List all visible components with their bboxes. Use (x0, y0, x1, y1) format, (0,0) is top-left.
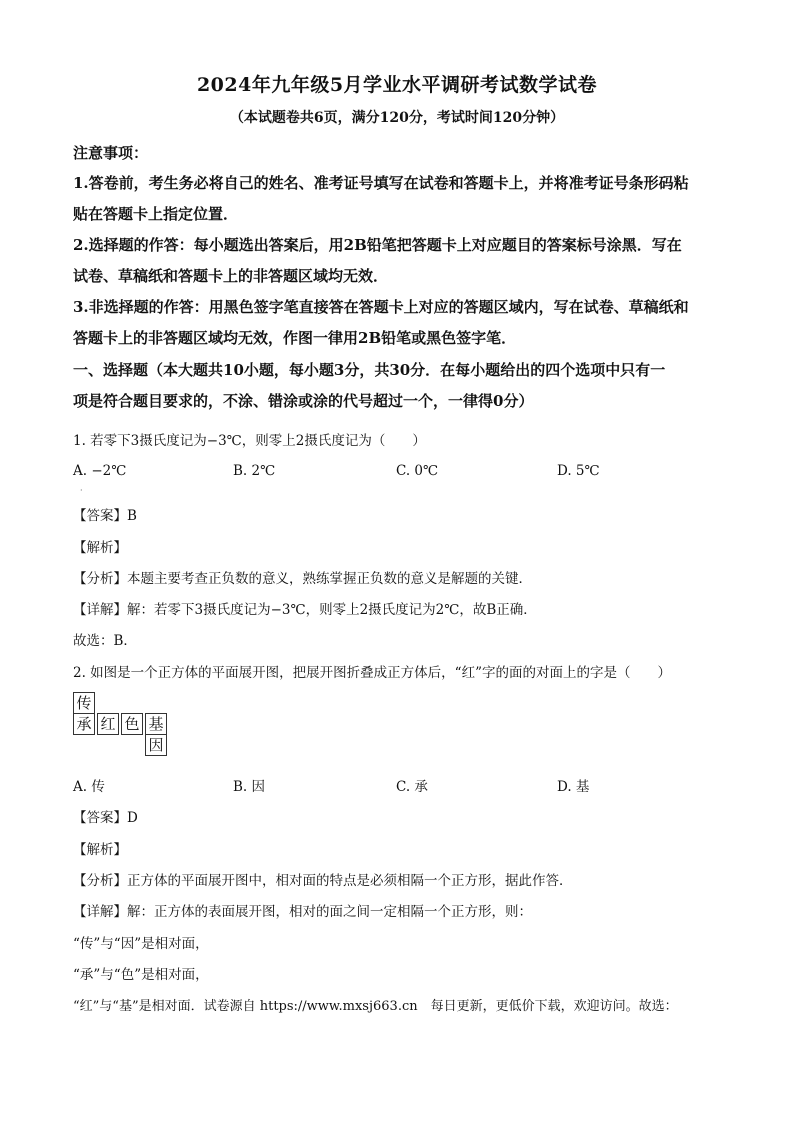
section-1-heading-line-2: 项是符合题目要求的，不涂、错涂或涂的代号超过一个，一律得0分） (73, 392, 534, 410)
question-1-analysis: 【分析】本题主要考查正负数的意义，熟练掌握正负数的意义是解题的关键． (73, 571, 532, 587)
question-2-pair-3: “红”与“基”是相对面．试卷源自 https://www.mxsj663.cn 每日更新，更低价下载，欢迎访问。故选： (73, 999, 678, 1014)
net-cell-row-1: 承 (73, 713, 95, 735)
question-2-option-a: A. 传 (73, 779, 105, 795)
net-cell-top: 传 (73, 692, 95, 714)
question-1-stem: 1. 若零下3摄氏度记为−3℃，则零上2摄氏度记为（ ） (73, 433, 426, 449)
notice-item-2-line-2: 试卷、草稿纸和答题卡上的非答题区域均无效． (73, 267, 389, 285)
stray-dot: · (80, 486, 83, 495)
page-subtitle: （本试题卷共6页，满分120分，考试时间120分钟） (229, 110, 565, 126)
question-1-jiexi: 【解析】 (73, 540, 127, 556)
question-2-stem: 2. 如图是一个正方体的平面展开图，把展开图折叠成正方体后，“红”字的面的对面上的字是（ ） (73, 665, 671, 681)
notice-item-3-line-1: 3.非选择题的作答：用黑色签字笔直接答在答题卡上对应的答题区域内，写在试卷、草稿纸和 (73, 298, 689, 316)
net-cell-row-3: 色 (121, 713, 143, 735)
question-2-option-b: B. 因 (233, 779, 266, 795)
question-2-option-c: C. 承 (396, 779, 428, 795)
question-2-option-d: D. 基 (557, 779, 590, 795)
section-1-heading-line-1: 一、选择题（本大题共10小题，每小题3分，共30分．在每小题给出的四个选项中只有一 (73, 361, 666, 379)
notice-item-3-line-2: 答题卡上的非答题区域均无效，作图一律用2B铅笔或黑色签字笔． (73, 329, 517, 347)
net-cell-row-4: 基 (145, 713, 167, 735)
notice-item-2-line-1: 2.选择题的作答：每小题选出答案后，用2B铅笔把答题卡上对应题目的答案标号涂黑．写在 (73, 236, 682, 254)
question-1-option-a: A. −2℃ (73, 463, 127, 479)
question-1-detail: 【详解】解：若零下3摄氏度记为−3℃，则零上2摄氏度记为2℃，故B正确． (73, 602, 537, 618)
question-2-analysis: 【分析】正方体的平面展开图中，相对面的特点是必须相隔一个正方形，据此作答． (73, 873, 573, 889)
notice-item-1-line-2: 贴在答题卡上指定位置． (73, 205, 239, 223)
question-1-option-c: C. 0℃ (396, 463, 439, 479)
question-1-answer: 【答案】B (73, 508, 137, 524)
question-2-pair-1: “传”与“因”是相对面， (73, 936, 209, 952)
net-cell-bottom: 因 (145, 734, 167, 756)
page-title: 2024年九年级5月学业水平调研考试数学试卷 (196, 74, 598, 96)
question-1-option-d: D. 5℃ (557, 463, 600, 479)
notice-heading: 注意事项： (73, 144, 149, 162)
question-1-option-b: B. 2℃ (233, 463, 276, 479)
question-2-pair-2: “承”与“色”是相对面， (73, 967, 209, 983)
net-cell-row-2: 红 (97, 713, 119, 735)
question-2-detail: 【详解】解：正方体的表面展开图，相对的面之间一定相隔一个正方形，则： (73, 904, 532, 920)
question-2-jiexi: 【解析】 (73, 842, 127, 858)
notice-item-1-line-1: 1.答卷前，考生务必将自己的姓名、准考证号填写在试卷和答题卡上，并将准考证号条形码粘 (73, 174, 689, 192)
question-1-conclusion: 故选：B． (73, 633, 137, 649)
question-2-answer: 【答案】D (73, 810, 138, 826)
